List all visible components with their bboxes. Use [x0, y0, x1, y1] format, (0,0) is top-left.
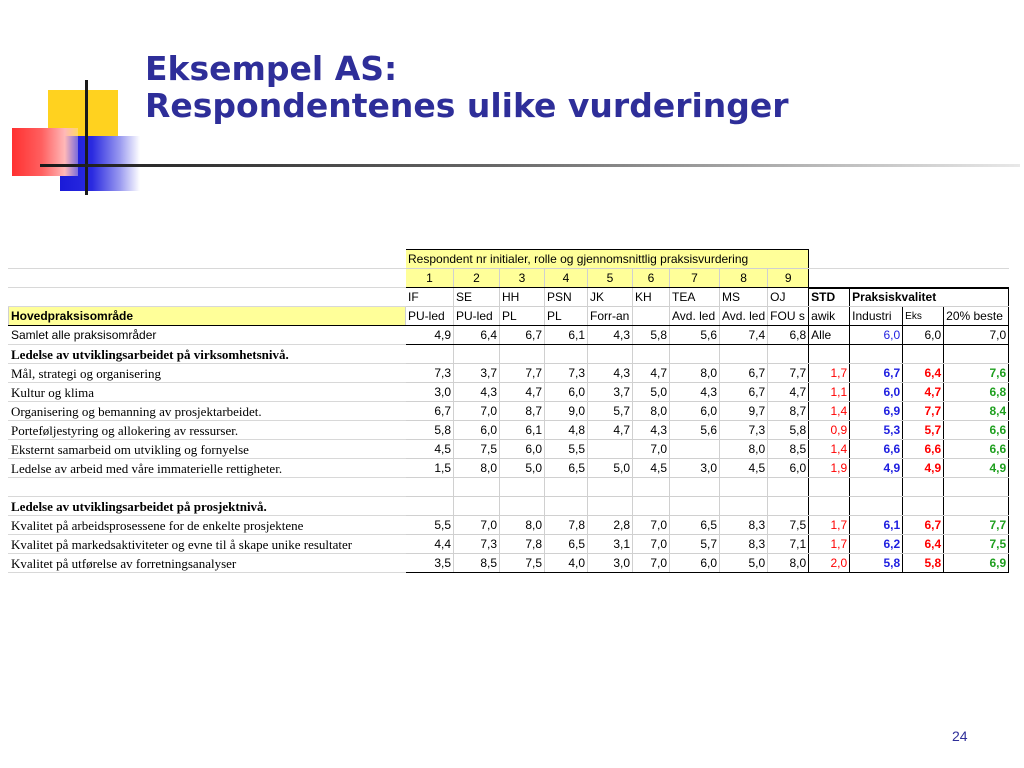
respondent-initials: OJ	[768, 288, 809, 307]
std-value: 1,7	[809, 535, 850, 554]
section1-title: Ledelse av utviklingsarbeidet på virksomhetsnivå.	[9, 345, 406, 364]
respondent-role	[633, 307, 670, 326]
row-label: Eksternt samarbeid om utvikling og fornyelse	[9, 440, 406, 459]
rating-value: 3,0	[670, 459, 720, 478]
respondent-number: 2	[454, 269, 500, 288]
std-header: STD	[809, 288, 850, 307]
respondent-initials: JK	[588, 288, 633, 307]
rating-value: 4,3	[670, 383, 720, 402]
eks-value: 4,7	[903, 383, 944, 402]
rating-value: 1,5	[406, 459, 454, 478]
samlet-value: 7,4	[720, 326, 768, 345]
table-row	[9, 364, 1009, 383]
rating-value: 4,3	[633, 421, 670, 440]
samlet-value: 4,9	[406, 326, 454, 345]
rating-value: 7,7	[500, 364, 545, 383]
respondent-initials: TEA	[670, 288, 720, 307]
deco-vertical-line	[85, 80, 88, 195]
rating-value: 6,0	[768, 459, 809, 478]
table-row	[9, 554, 1009, 573]
spacer-cell	[809, 478, 850, 497]
std-value: 1,9	[809, 459, 850, 478]
industri-value: 6,2	[850, 535, 903, 554]
rating-value: 4,5	[633, 459, 670, 478]
eks-value: 6,4	[903, 364, 944, 383]
samlet-industri: 6,0	[850, 326, 903, 345]
section2-title-row	[9, 497, 1009, 516]
respondent-role: PL	[545, 307, 588, 326]
empty-cell	[633, 497, 670, 516]
rating-value: 6,7	[720, 383, 768, 402]
empty-cell	[903, 497, 944, 516]
rating-value: 7,0	[633, 440, 670, 459]
beste-header: 20% beste	[944, 307, 1009, 326]
respondent-role: PU-led	[454, 307, 500, 326]
respondent-role: PU-led	[406, 307, 454, 326]
rating-value: 3,7	[588, 383, 633, 402]
rating-value: 4,0	[545, 554, 588, 573]
empty-cell	[500, 497, 545, 516]
rating-value: 8,0	[633, 402, 670, 421]
industri-value: 4,9	[850, 459, 903, 478]
rating-value: 8,0	[768, 554, 809, 573]
rating-value: 8,7	[768, 402, 809, 421]
rating-value: 4,8	[545, 421, 588, 440]
spacer-cell	[454, 478, 500, 497]
rating-value: 4,5	[406, 440, 454, 459]
header-numbers-row	[9, 269, 1009, 288]
respondent-number: 4	[545, 269, 588, 288]
industri-value: 5,8	[850, 554, 903, 573]
rating-value: 4,3	[588, 364, 633, 383]
rating-value: 5,7	[670, 535, 720, 554]
respondent-initials: HH	[500, 288, 545, 307]
rating-value: 5,5	[545, 440, 588, 459]
rating-value: 8,0	[500, 516, 545, 535]
beste-value: 7,5	[944, 535, 1009, 554]
rating-value: 3,0	[406, 383, 454, 402]
eks-value: 6,6	[903, 440, 944, 459]
rating-value: 6,0	[545, 383, 588, 402]
rating-value: 8,0	[454, 459, 500, 478]
respondent-initials: KH	[633, 288, 670, 307]
row-label: Kvalitet på markedsaktiviteter og evne til å skape unike resultater	[9, 535, 406, 554]
samlet-row	[9, 326, 1009, 345]
table-row	[9, 402, 1009, 421]
samlet-value: 5,8	[633, 326, 670, 345]
rating-value: 5,0	[500, 459, 545, 478]
samlet-value: 6,4	[454, 326, 500, 345]
rating-value: 3,0	[588, 554, 633, 573]
beste-value: 6,8	[944, 383, 1009, 402]
rating-value: 6,0	[670, 554, 720, 573]
section1-title-row	[9, 345, 1009, 364]
beste-value: 7,6	[944, 364, 1009, 383]
eks-value: 6,7	[903, 516, 944, 535]
rating-value: 8,5	[454, 554, 500, 573]
rating-value: 4,7	[768, 383, 809, 402]
std-value: 1,4	[809, 440, 850, 459]
spacer-cell	[406, 478, 454, 497]
rating-value: 6,0	[500, 440, 545, 459]
empty-cell	[768, 497, 809, 516]
std-value: 1,4	[809, 402, 850, 421]
industri-value: 6,0	[850, 383, 903, 402]
industri-value: 6,9	[850, 402, 903, 421]
rating-value: 4,7	[633, 364, 670, 383]
rating-value: 7,0	[633, 535, 670, 554]
header-initials-row	[9, 288, 1009, 307]
rating-value: 7,3	[545, 364, 588, 383]
spacer-row	[9, 478, 1009, 497]
rating-value: 3,7	[454, 364, 500, 383]
row-label: Kultur og klima	[9, 383, 406, 402]
row-label: Ledelse av arbeid med våre immaterielle rettigheter.	[9, 459, 406, 478]
spacer-cell	[944, 478, 1009, 497]
rating-value: 8,0	[720, 440, 768, 459]
std-subheader: awik	[809, 307, 850, 326]
rating-value: 8,3	[720, 535, 768, 554]
eks-header: Eks	[903, 307, 944, 326]
spacer-cell	[670, 478, 720, 497]
rating-value	[588, 440, 633, 459]
beste-value: 4,9	[944, 459, 1009, 478]
spacer-cell	[9, 478, 406, 497]
respondent-initials: IF	[406, 288, 454, 307]
beste-value: 6,9	[944, 554, 1009, 573]
rating-value: 8,0	[670, 364, 720, 383]
rating-value: 5,0	[588, 459, 633, 478]
std-value: 1,1	[809, 383, 850, 402]
rating-value: 5,0	[633, 383, 670, 402]
spacer-cell	[633, 478, 670, 497]
rating-value: 7,0	[633, 554, 670, 573]
samlet-beste: 7,0	[944, 326, 1009, 345]
respondent-number: 1	[406, 269, 454, 288]
rating-value: 7,3	[406, 364, 454, 383]
spacer-cell	[903, 478, 944, 497]
ratings-table	[8, 249, 1009, 573]
rating-value: 4,5	[720, 459, 768, 478]
deco-red-square	[12, 128, 78, 176]
rating-value: 9,7	[720, 402, 768, 421]
respondent-role: FOU s	[768, 307, 809, 326]
title-underline	[50, 164, 1020, 167]
slide-title-line2: Respondentenes ulike vurderinger	[145, 86, 789, 125]
industri-value: 6,7	[850, 364, 903, 383]
empty-cell	[545, 497, 588, 516]
row-label: Organisering og bemanning av prosjektarbeidet.	[9, 402, 406, 421]
industri-value: 6,6	[850, 440, 903, 459]
header-respondent-row	[9, 250, 1009, 269]
rating-value: 4,4	[406, 535, 454, 554]
respondent-role: Avd. led	[670, 307, 720, 326]
std-all-label: Alle	[809, 326, 850, 345]
row-label: Mål, strategi og organisering	[9, 364, 406, 383]
table-row	[9, 459, 1009, 478]
praksiskvalitet-header: Praksiskvalitet	[850, 288, 1009, 307]
rating-value: 3,1	[588, 535, 633, 554]
spacer-cell	[588, 478, 633, 497]
rating-value: 5,8	[768, 421, 809, 440]
samlet-eks: 6,0	[903, 326, 944, 345]
eks-value: 4,9	[903, 459, 944, 478]
rating-value: 6,5	[545, 535, 588, 554]
table-row	[9, 535, 1009, 554]
samlet-value: 6,8	[768, 326, 809, 345]
industri-value: 6,1	[850, 516, 903, 535]
rating-value: 6,0	[670, 402, 720, 421]
rating-value: 4,7	[500, 383, 545, 402]
std-value: 0,9	[809, 421, 850, 440]
eks-value: 6,4	[903, 535, 944, 554]
beste-value: 6,6	[944, 440, 1009, 459]
rating-value: 7,1	[768, 535, 809, 554]
spacer-cell	[500, 478, 545, 497]
respondent-role: Avd. led	[720, 307, 768, 326]
respondent-number: 5	[588, 269, 633, 288]
row-label: Kvalitet på utførelse av forretningsanalyser	[9, 554, 406, 573]
rating-value: 6,7	[406, 402, 454, 421]
section2-title: Ledelse av utviklingsarbeidet på prosjektnivå.	[9, 497, 406, 516]
empty-cell	[720, 497, 768, 516]
industri-header: Industri	[850, 307, 903, 326]
rating-value: 6,5	[545, 459, 588, 478]
rating-value: 7,5	[454, 440, 500, 459]
samlet-value: 4,3	[588, 326, 633, 345]
rating-value: 7,3	[454, 535, 500, 554]
empty-cell	[809, 497, 850, 516]
rating-value: 5,0	[720, 554, 768, 573]
rating-value: 5,6	[670, 421, 720, 440]
rating-value: 6,1	[500, 421, 545, 440]
samlet-value: 6,7	[500, 326, 545, 345]
rating-value: 2,8	[588, 516, 633, 535]
respondent-header: Respondent nr initialer, rolle og gjennomsnittlig praksisvurdering	[406, 250, 809, 269]
empty-cell	[588, 497, 633, 516]
respondent-number: 9	[768, 269, 809, 288]
spacer-cell	[545, 478, 588, 497]
row-label: Kvalitet på arbeidsprosessene for de enkelte prosjektene	[9, 516, 406, 535]
rating-value: 7,5	[500, 554, 545, 573]
spacer-cell	[720, 478, 768, 497]
table-row	[9, 383, 1009, 402]
empty-cell	[944, 497, 1009, 516]
rating-value: 7,7	[768, 364, 809, 383]
rating-value: 8,7	[500, 402, 545, 421]
std-value: 2,0	[809, 554, 850, 573]
rating-value: 7,3	[720, 421, 768, 440]
rating-value: 7,0	[454, 402, 500, 421]
slide-title	[145, 50, 789, 124]
table-row	[9, 516, 1009, 535]
rating-value: 5,7	[588, 402, 633, 421]
beste-value: 6,6	[944, 421, 1009, 440]
table-row	[9, 440, 1009, 459]
empty-cell	[454, 497, 500, 516]
rating-value: 7,8	[500, 535, 545, 554]
rating-value	[670, 440, 720, 459]
std-value: 1,7	[809, 516, 850, 535]
respondent-initials: SE	[454, 288, 500, 307]
rating-value: 7,0	[454, 516, 500, 535]
respondent-number: 6	[633, 269, 670, 288]
rating-value: 5,5	[406, 516, 454, 535]
page-number: 24	[952, 728, 968, 744]
rating-value: 3,5	[406, 554, 454, 573]
respondent-number: 3	[500, 269, 545, 288]
eks-value: 7,7	[903, 402, 944, 421]
samlet-label: Samlet alle praksisområder	[9, 326, 406, 345]
respondent-number: 7	[670, 269, 720, 288]
rating-value: 7,8	[545, 516, 588, 535]
empty-cell	[850, 497, 903, 516]
respondent-role: Forr-an	[588, 307, 633, 326]
header-roles-row	[9, 307, 1009, 326]
table-row	[9, 421, 1009, 440]
row-label: Porteføljestyring og allokering av ressurser.	[9, 421, 406, 440]
industri-value: 5,3	[850, 421, 903, 440]
respondent-initials: MS	[720, 288, 768, 307]
rating-value: 7,5	[768, 516, 809, 535]
eks-value: 5,8	[903, 554, 944, 573]
empty-cell	[406, 497, 454, 516]
samlet-value: 5,6	[670, 326, 720, 345]
rating-value: 4,3	[454, 383, 500, 402]
rating-value: 6,0	[454, 421, 500, 440]
beste-value: 8,4	[944, 402, 1009, 421]
empty-cell	[670, 497, 720, 516]
rating-value: 4,7	[588, 421, 633, 440]
spacer-cell	[768, 478, 809, 497]
beste-value: 7,7	[944, 516, 1009, 535]
std-value: 1,7	[809, 364, 850, 383]
rating-value: 8,5	[768, 440, 809, 459]
samlet-value: 6,1	[545, 326, 588, 345]
rating-value: 9,0	[545, 402, 588, 421]
rating-value: 5,8	[406, 421, 454, 440]
respondent-role: PL	[500, 307, 545, 326]
eks-value: 5,7	[903, 421, 944, 440]
hovedpraksis-label: Hovedpraksisområde	[9, 307, 406, 326]
rating-value: 7,0	[633, 516, 670, 535]
rating-value: 6,5	[670, 516, 720, 535]
slide-title-line1: Eksempel AS:	[145, 49, 398, 88]
respondent-number: 8	[720, 269, 768, 288]
rating-value: 6,7	[720, 364, 768, 383]
rating-value: 8,3	[720, 516, 768, 535]
spacer-cell	[850, 478, 903, 497]
respondent-initials: PSN	[545, 288, 588, 307]
